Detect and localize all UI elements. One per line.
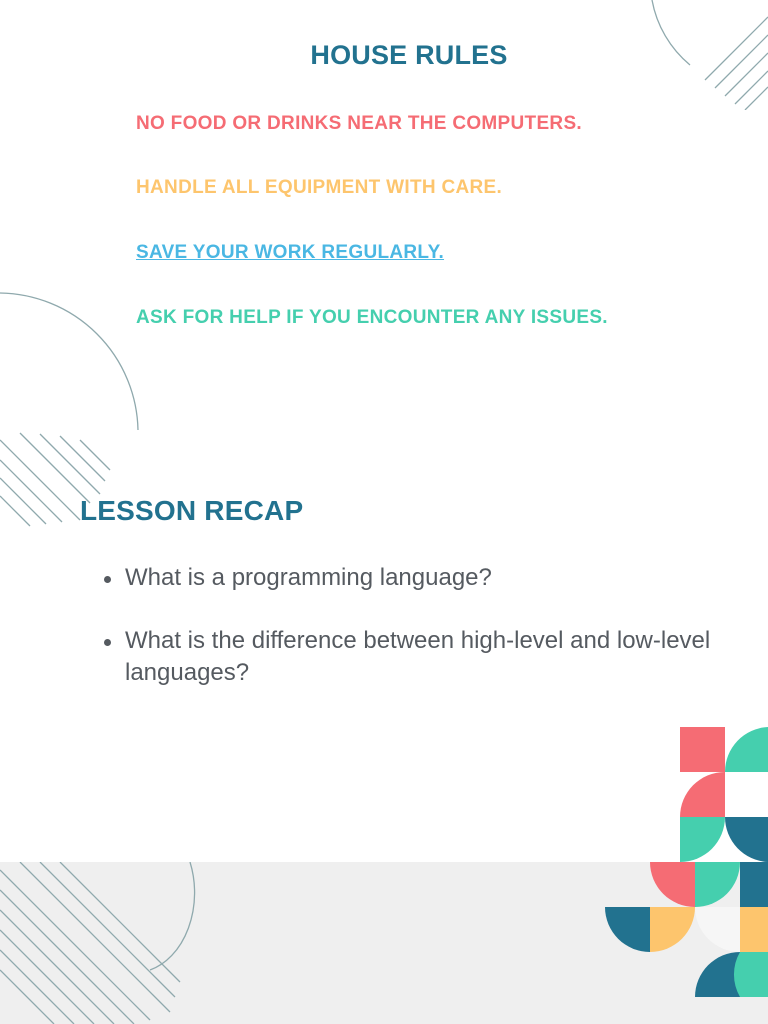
recap-question-text: What is a programming language?	[125, 564, 492, 591]
rule-ask-for-help: ASK FOR HELP IF YOU ENCOUNTER ANY ISSUES.	[136, 307, 608, 328]
lesson-recap-list	[104, 562, 724, 720]
recap-question-text: What is the difference between high-level and low-level languages?	[125, 627, 711, 686]
left-arc-decoration	[0, 293, 138, 526]
rule-no-food: NO FOOD OR DRINKS NEAR THE COMPUTERS.	[136, 113, 583, 134]
recap-question	[104, 562, 724, 594]
geometric-mosaic	[605, 727, 768, 997]
lesson-recap-title: LESSON RECAP	[80, 495, 304, 526]
bullet-icon	[104, 639, 111, 646]
house-rules-title: HOUSE RULES	[310, 40, 508, 70]
recap-question	[104, 625, 724, 689]
rule-handle-equipment: HANDLE ALL EQUIPMENT WITH CARE.	[136, 177, 503, 198]
bottom-left-arc-decoration	[0, 862, 195, 1024]
bullet-icon	[104, 576, 111, 583]
rule-save-work-link[interactable]: SAVE YOUR WORK REGULARLY.	[136, 242, 445, 263]
